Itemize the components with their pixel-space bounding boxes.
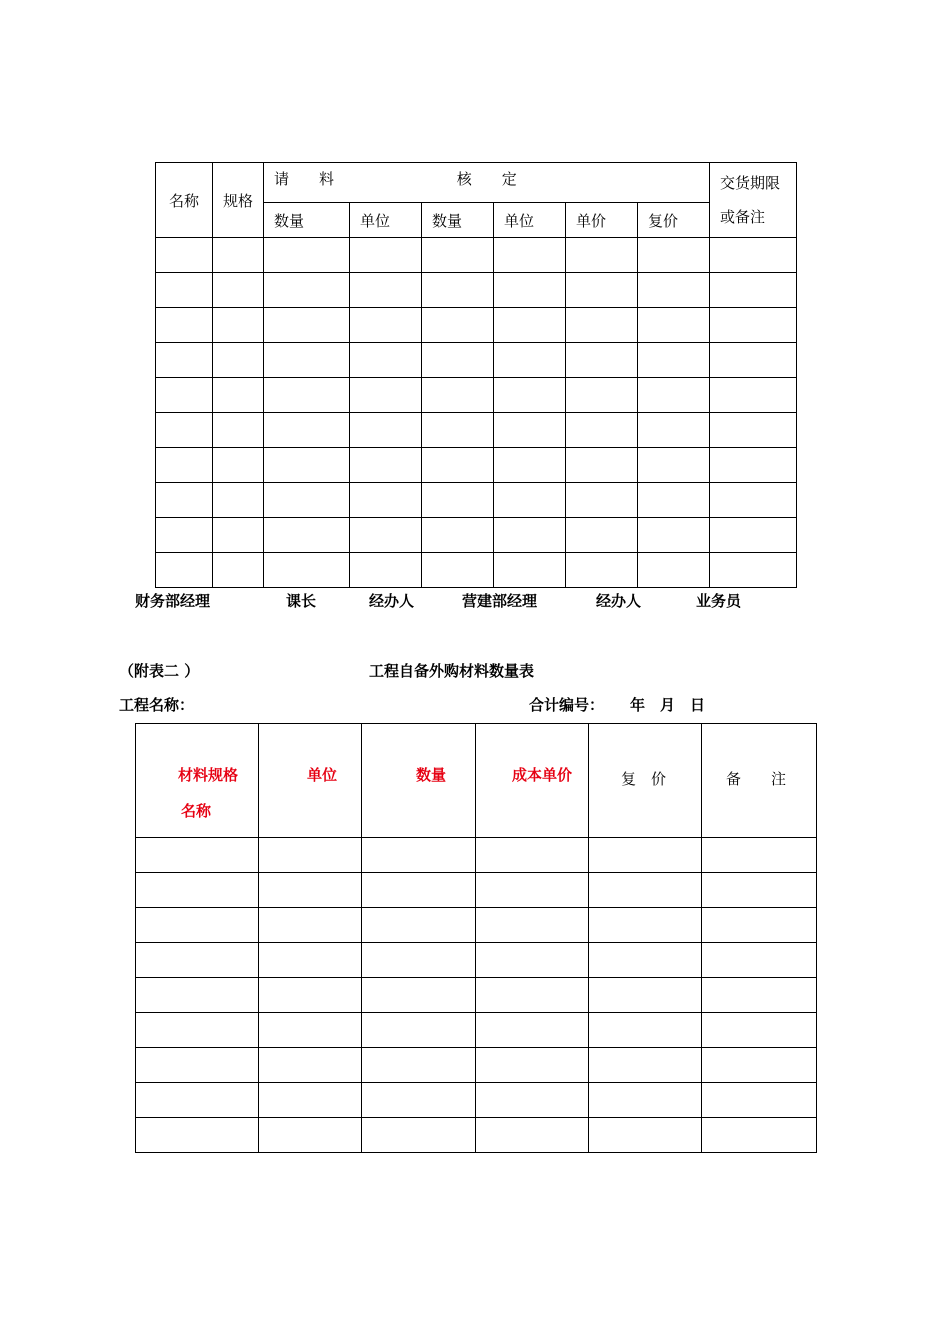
table-cell[interactable] [494, 448, 566, 483]
table-cell[interactable] [638, 553, 710, 588]
table-cell[interactable] [494, 308, 566, 343]
table-cell[interactable] [638, 518, 710, 553]
table-cell[interactable] [362, 838, 476, 873]
table-cell[interactable] [156, 448, 213, 483]
table-cell[interactable] [476, 838, 589, 873]
header-request-verify [264, 163, 710, 203]
table-cell[interactable] [350, 518, 422, 553]
table-cell[interactable] [710, 238, 797, 273]
subheader-unit: 单位 [350, 203, 422, 238]
subheader-unit-price: 单价 [566, 203, 638, 238]
table-cell[interactable] [156, 378, 213, 413]
table-row [136, 1013, 817, 1048]
table-cell[interactable] [136, 873, 259, 908]
table-cell[interactable] [589, 873, 702, 908]
table-cell[interactable] [566, 448, 638, 483]
table-cell[interactable] [136, 908, 259, 943]
signature-section-chief: 课长 [286, 592, 317, 610]
table-cell[interactable] [589, 1083, 702, 1118]
table-cell[interactable] [494, 378, 566, 413]
project-name-label: 工程名称： [119, 696, 195, 714]
table-cell[interactable] [589, 908, 702, 943]
table-body [136, 838, 817, 1153]
table-row [156, 518, 797, 553]
table-cell[interactable] [422, 518, 494, 553]
table-cell[interactable] [566, 378, 638, 413]
subheader-quantity: 数量 [264, 203, 350, 238]
table-row [156, 343, 797, 378]
table-cell[interactable] [264, 378, 350, 413]
header-material [136, 724, 259, 838]
table-cell[interactable] [362, 943, 476, 978]
table-cell[interactable] [350, 238, 422, 273]
table-cell[interactable] [494, 483, 566, 518]
table-cell[interactable] [476, 943, 589, 978]
table-cell[interactable] [702, 1118, 817, 1153]
table-cell[interactable] [136, 1083, 259, 1118]
table-cell[interactable] [213, 483, 264, 518]
table-cell[interactable] [136, 1118, 259, 1153]
table-cell[interactable] [259, 1083, 362, 1118]
table-cell[interactable] [350, 483, 422, 518]
table-body [156, 238, 797, 588]
table-cell[interactable] [422, 553, 494, 588]
table-cell[interactable] [566, 308, 638, 343]
table-cell[interactable] [259, 1013, 362, 1048]
table-cell[interactable] [350, 273, 422, 308]
table-cell[interactable] [136, 1048, 259, 1083]
subheader-quantity: 数量 [422, 203, 494, 238]
header-verify: 核 定 [456, 170, 517, 188]
table-cell[interactable] [638, 343, 710, 378]
signature-salesperson: 业务员 [696, 592, 742, 610]
table-cell[interactable] [702, 978, 817, 1013]
table-cell[interactable] [638, 308, 710, 343]
table-cell[interactable] [264, 238, 350, 273]
table-cell[interactable] [213, 273, 264, 308]
header-delivery-line2: 或备注 [720, 208, 766, 226]
table-cell[interactable] [259, 908, 362, 943]
header-delivery [710, 163, 797, 238]
signature-handler: 经办人 [369, 592, 415, 610]
table-row [156, 483, 797, 518]
table-cell[interactable] [264, 343, 350, 378]
table-cell[interactable] [710, 518, 797, 553]
table-cell[interactable] [566, 483, 638, 518]
table-cell[interactable] [156, 518, 213, 553]
contract-no-label: 合计编号： [529, 696, 605, 714]
table-cell[interactable] [213, 413, 264, 448]
table-cell[interactable] [589, 978, 702, 1013]
table-cell[interactable] [362, 873, 476, 908]
date-label: 年 月 日 [630, 696, 706, 714]
header-request: 请 料 [274, 170, 335, 188]
table-cell[interactable] [213, 238, 264, 273]
table-row [136, 1083, 817, 1118]
table-cell[interactable] [702, 1013, 817, 1048]
table-row [136, 908, 817, 943]
table-cell[interactable] [213, 553, 264, 588]
header-name: 名称 [156, 163, 213, 238]
table-cell[interactable] [702, 873, 817, 908]
table-cell[interactable] [702, 908, 817, 943]
table-cell[interactable] [476, 978, 589, 1013]
table-cell[interactable] [156, 483, 213, 518]
table-cell[interactable] [264, 413, 350, 448]
header-remarks: 备 注 [702, 724, 817, 838]
header-material-line2: 名称 [181, 802, 212, 820]
table-cell[interactable] [156, 343, 213, 378]
table-row [136, 873, 817, 908]
table-cell[interactable] [638, 378, 710, 413]
table-cell[interactable] [589, 1048, 702, 1083]
signature-construction-manager: 营建部经理 [462, 592, 538, 610]
table-cell[interactable] [702, 1048, 817, 1083]
page-title: 工程自备外购材料数量表 [369, 662, 535, 680]
header-unit: 单位 [259, 724, 362, 838]
table-cell[interactable] [710, 448, 797, 483]
table-cell[interactable] [476, 1083, 589, 1118]
table-cell[interactable] [589, 943, 702, 978]
table-cell[interactable] [589, 1118, 702, 1153]
signature-finance-manager: 财务部经理 [135, 592, 211, 610]
table-cell[interactable] [710, 273, 797, 308]
table-cell[interactable] [422, 413, 494, 448]
table-cell[interactable] [638, 273, 710, 308]
table-cell[interactable] [422, 343, 494, 378]
table-cell[interactable] [638, 413, 710, 448]
table-cell[interactable] [213, 343, 264, 378]
table-cell[interactable] [136, 1013, 259, 1048]
table-cell[interactable] [566, 553, 638, 588]
table-cell[interactable] [264, 483, 350, 518]
table-cell[interactable] [362, 908, 476, 943]
table-row [156, 378, 797, 413]
table-cell[interactable] [494, 238, 566, 273]
table-cell[interactable] [566, 518, 638, 553]
table-cell[interactable] [259, 978, 362, 1013]
table-cell[interactable] [494, 518, 566, 553]
table-row [156, 238, 797, 273]
table-cell[interactable] [136, 838, 259, 873]
table-cell[interactable] [213, 448, 264, 483]
table-cell[interactable] [566, 238, 638, 273]
table-cell[interactable] [702, 943, 817, 978]
header-spec: 规格 [213, 163, 264, 238]
table-cell[interactable] [494, 413, 566, 448]
table-cell[interactable] [710, 413, 797, 448]
table-cell[interactable] [494, 273, 566, 308]
table-cell[interactable] [476, 908, 589, 943]
table-cell[interactable] [702, 838, 817, 873]
table-cell[interactable] [350, 343, 422, 378]
table-cell[interactable] [710, 483, 797, 518]
table-cell[interactable] [264, 273, 350, 308]
table-cell[interactable] [362, 1048, 476, 1083]
table-cell[interactable] [476, 1013, 589, 1048]
table-cell[interactable] [494, 343, 566, 378]
material-quantity-table [135, 723, 817, 1153]
table-cell[interactable] [422, 378, 494, 413]
appendix-label: （附表二 ） [119, 662, 200, 680]
table-cell[interactable] [362, 1013, 476, 1048]
header-cost-price: 成本单价 [476, 724, 589, 838]
table-cell[interactable] [422, 273, 494, 308]
table-row [136, 978, 817, 1013]
table-row [156, 448, 797, 483]
table-cell[interactable] [476, 873, 589, 908]
table-cell[interactable] [350, 308, 422, 343]
subheader-unit: 单位 [494, 203, 566, 238]
header-quantity: 数量 [362, 724, 476, 838]
table-cell[interactable] [264, 308, 350, 343]
table-cell[interactable] [264, 448, 350, 483]
table-cell[interactable] [136, 943, 259, 978]
table-cell[interactable] [422, 483, 494, 518]
header-material-line1: 材料规格 [178, 766, 239, 784]
table-cell[interactable] [350, 378, 422, 413]
table-cell[interactable] [156, 413, 213, 448]
table-cell[interactable] [213, 308, 264, 343]
table-cell[interactable] [213, 518, 264, 553]
table-cell[interactable] [259, 1048, 362, 1083]
table-cell[interactable] [710, 343, 797, 378]
table-cell[interactable] [638, 448, 710, 483]
requisition-table [155, 162, 797, 588]
table-cell[interactable] [264, 553, 350, 588]
table-cell[interactable] [638, 483, 710, 518]
table-row [136, 943, 817, 978]
table-cell[interactable] [589, 1013, 702, 1048]
table-cell[interactable] [566, 413, 638, 448]
table-cell[interactable] [156, 553, 213, 588]
table-cell[interactable] [494, 553, 566, 588]
table-cell[interactable] [362, 1083, 476, 1118]
table-cell[interactable] [710, 308, 797, 343]
table-cell[interactable] [566, 343, 638, 378]
table-row [156, 413, 797, 448]
table-cell[interactable] [350, 448, 422, 483]
table-cell[interactable] [422, 448, 494, 483]
table-cell[interactable] [156, 238, 213, 273]
table-cell[interactable] [362, 978, 476, 1013]
table-cell[interactable] [156, 273, 213, 308]
table-cell[interactable] [136, 978, 259, 1013]
header-delivery-line1: 交货期限 [720, 174, 781, 192]
table-cell[interactable] [264, 518, 350, 553]
table-cell[interactable] [710, 553, 797, 588]
table-cell[interactable] [213, 378, 264, 413]
table-cell[interactable] [638, 238, 710, 273]
subheader-total-price: 复价 [638, 203, 710, 238]
header-total-price: 复 价 [589, 724, 702, 838]
table-cell[interactable] [350, 553, 422, 588]
table-cell[interactable] [589, 838, 702, 873]
table-row [136, 1118, 817, 1153]
table-cell[interactable] [476, 1118, 589, 1153]
table-cell[interactable] [259, 943, 362, 978]
table-cell[interactable] [362, 1118, 476, 1153]
table-cell[interactable] [710, 378, 797, 413]
table-row [136, 838, 817, 873]
table-row [156, 273, 797, 308]
table-row [156, 553, 797, 588]
table-cell[interactable] [350, 413, 422, 448]
table-cell[interactable] [156, 308, 213, 343]
table-cell[interactable] [259, 838, 362, 873]
table-cell[interactable] [422, 308, 494, 343]
table-cell[interactable] [476, 1048, 589, 1083]
table-row [156, 308, 797, 343]
table-cell[interactable] [259, 873, 362, 908]
table-row [136, 1048, 817, 1083]
table-cell[interactable] [259, 1118, 362, 1153]
table-cell[interactable] [566, 273, 638, 308]
signature-handler: 经办人 [596, 592, 642, 610]
table-cell[interactable] [422, 238, 494, 273]
table-cell[interactable] [702, 1083, 817, 1118]
